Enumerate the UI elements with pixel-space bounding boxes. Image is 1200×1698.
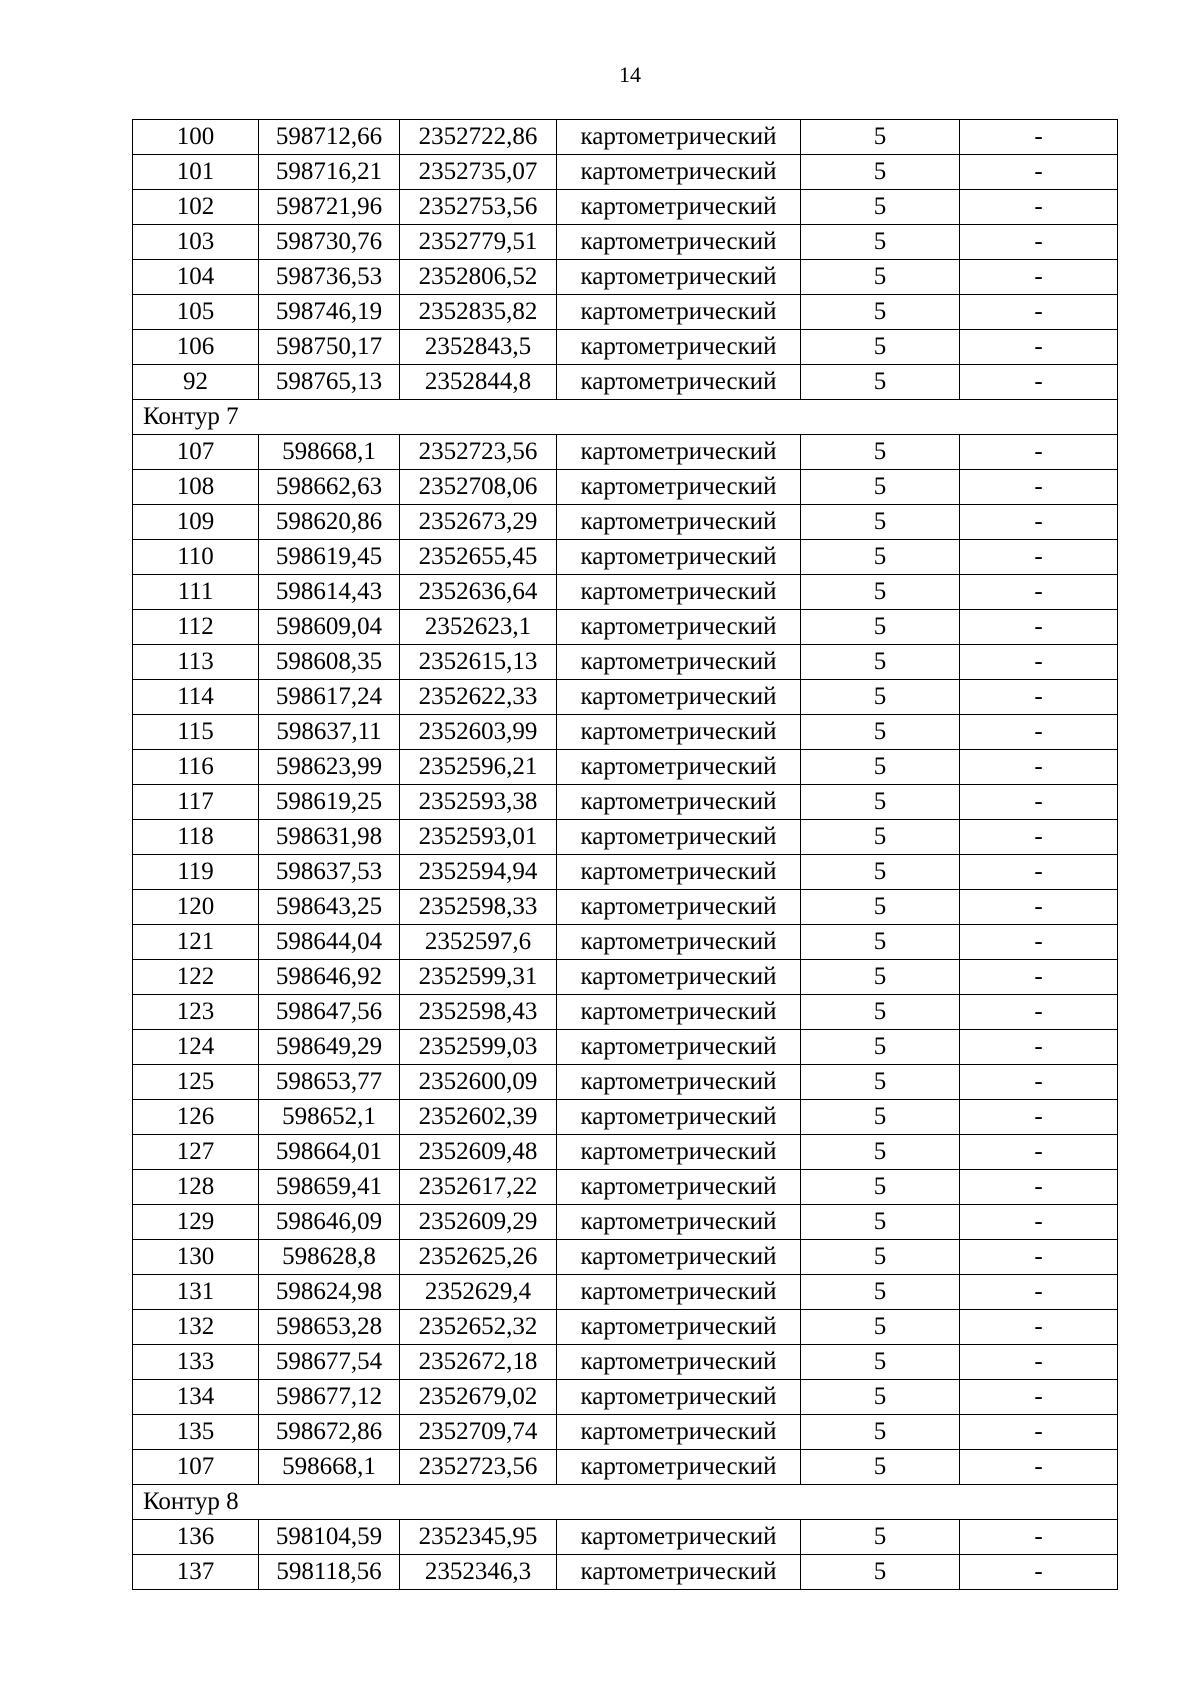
note-cell: - — [960, 190, 1118, 225]
x-coordinate-cell: 598664,01 — [259, 1135, 400, 1170]
point-id-cell: 124 — [133, 1030, 259, 1065]
point-id-cell: 105 — [133, 295, 259, 330]
table-row — [133, 1275, 1118, 1310]
note-cell: - — [960, 470, 1118, 505]
point-id-cell: 103 — [133, 225, 259, 260]
accuracy-cell: 5 — [801, 890, 960, 925]
note-cell: - — [960, 1240, 1118, 1275]
point-id-cell: 121 — [133, 925, 259, 960]
table-row — [133, 1555, 1118, 1590]
table-row — [133, 820, 1118, 855]
accuracy-cell: 5 — [801, 785, 960, 820]
accuracy-cell: 5 — [801, 1170, 960, 1205]
note-cell: - — [960, 610, 1118, 645]
accuracy-cell: 5 — [801, 1450, 960, 1485]
note-cell: - — [960, 1135, 1118, 1170]
note-cell: - — [960, 1415, 1118, 1450]
x-coordinate-cell: 598118,56 — [259, 1555, 400, 1590]
accuracy-cell: 5 — [801, 1345, 960, 1380]
point-id-cell: 130 — [133, 1240, 259, 1275]
accuracy-cell: 5 — [801, 1275, 960, 1310]
point-id-cell: 102 — [133, 190, 259, 225]
note-cell: - — [960, 715, 1118, 750]
x-coordinate-cell: 598617,24 — [259, 680, 400, 715]
accuracy-cell: 5 — [801, 575, 960, 610]
point-id-cell: 137 — [133, 1555, 259, 1590]
table-row — [133, 190, 1118, 225]
note-cell: - — [960, 330, 1118, 365]
y-coordinate-cell: 2352723,56 — [400, 1450, 557, 1485]
table-row — [133, 225, 1118, 260]
method-cell: картометрический — [557, 190, 801, 225]
accuracy-cell: 5 — [801, 435, 960, 470]
x-coordinate-cell: 598637,11 — [259, 715, 400, 750]
point-id-cell: 127 — [133, 1135, 259, 1170]
table-row — [133, 1310, 1118, 1345]
accuracy-cell: 5 — [801, 155, 960, 190]
note-cell: - — [960, 1205, 1118, 1240]
method-cell: картометрический — [557, 1415, 801, 1450]
note-cell: - — [960, 820, 1118, 855]
table-row — [133, 435, 1118, 470]
note-cell: - — [960, 680, 1118, 715]
x-coordinate-cell: 598631,98 — [259, 820, 400, 855]
y-coordinate-cell: 2352679,02 — [400, 1380, 557, 1415]
y-coordinate-cell: 2352609,29 — [400, 1205, 557, 1240]
y-coordinate-cell: 2352345,95 — [400, 1520, 557, 1555]
x-coordinate-cell: 598653,77 — [259, 1065, 400, 1100]
note-cell: - — [960, 925, 1118, 960]
y-coordinate-cell: 2352599,31 — [400, 960, 557, 995]
method-cell: картометрический — [557, 1310, 801, 1345]
point-id-cell: 133 — [133, 1345, 259, 1380]
note-cell: - — [960, 645, 1118, 680]
method-cell: картометрический — [557, 1275, 801, 1310]
x-coordinate-cell: 598643,25 — [259, 890, 400, 925]
note-cell: - — [960, 575, 1118, 610]
section-label: Контур 7 — [133, 400, 1118, 435]
note-cell: - — [960, 225, 1118, 260]
accuracy-cell: 5 — [801, 470, 960, 505]
accuracy-cell: 5 — [801, 260, 960, 295]
table-row — [133, 1415, 1118, 1450]
x-coordinate-cell: 598644,04 — [259, 925, 400, 960]
point-id-cell: 107 — [133, 1450, 259, 1485]
method-cell: картометрический — [557, 1345, 801, 1380]
x-coordinate-cell: 598619,45 — [259, 540, 400, 575]
x-coordinate-cell: 598652,1 — [259, 1100, 400, 1135]
method-cell: картометрический — [557, 855, 801, 890]
point-id-cell: 136 — [133, 1520, 259, 1555]
method-cell: картометрический — [557, 295, 801, 330]
y-coordinate-cell: 2352655,45 — [400, 540, 557, 575]
x-coordinate-cell: 598653,28 — [259, 1310, 400, 1345]
y-coordinate-cell: 2352346,3 — [400, 1555, 557, 1590]
table-row — [133, 1240, 1118, 1275]
y-coordinate-cell: 2352806,52 — [400, 260, 557, 295]
note-cell: - — [960, 120, 1118, 155]
table-row — [133, 295, 1118, 330]
y-coordinate-cell: 2352723,56 — [400, 435, 557, 470]
accuracy-cell: 5 — [801, 855, 960, 890]
accuracy-cell: 5 — [801, 1065, 960, 1100]
x-coordinate-cell: 598662,63 — [259, 470, 400, 505]
x-coordinate-cell: 598677,12 — [259, 1380, 400, 1415]
note-cell: - — [960, 1030, 1118, 1065]
method-cell: картометрический — [557, 365, 801, 400]
method-cell: картометрический — [557, 575, 801, 610]
accuracy-cell: 5 — [801, 365, 960, 400]
method-cell: картометрический — [557, 820, 801, 855]
x-coordinate-cell: 598721,96 — [259, 190, 400, 225]
point-id-cell: 92 — [133, 365, 259, 400]
point-id-cell: 115 — [133, 715, 259, 750]
x-coordinate-cell: 598646,09 — [259, 1205, 400, 1240]
y-coordinate-cell: 2352652,32 — [400, 1310, 557, 1345]
point-id-cell: 123 — [133, 995, 259, 1030]
x-coordinate-cell: 598649,29 — [259, 1030, 400, 1065]
x-coordinate-cell: 598765,13 — [259, 365, 400, 400]
x-coordinate-cell: 598672,86 — [259, 1415, 400, 1450]
note-cell: - — [960, 995, 1118, 1030]
table-row — [133, 750, 1118, 785]
accuracy-cell: 5 — [801, 1205, 960, 1240]
point-id-cell: 112 — [133, 610, 259, 645]
y-coordinate-cell: 2352622,33 — [400, 680, 557, 715]
note-cell: - — [960, 365, 1118, 400]
accuracy-cell: 5 — [801, 1310, 960, 1345]
x-coordinate-cell: 598736,53 — [259, 260, 400, 295]
note-cell: - — [960, 1555, 1118, 1590]
note-cell: - — [960, 155, 1118, 190]
note-cell: - — [960, 855, 1118, 890]
x-coordinate-cell: 598646,92 — [259, 960, 400, 995]
y-coordinate-cell: 2352609,48 — [400, 1135, 557, 1170]
method-cell: картометрический — [557, 540, 801, 575]
x-coordinate-cell: 598668,1 — [259, 435, 400, 470]
section-row — [133, 1485, 1118, 1520]
point-id-cell: 119 — [133, 855, 259, 890]
table-row — [133, 995, 1118, 1030]
table-row — [133, 330, 1118, 365]
x-coordinate-cell: 598647,56 — [259, 995, 400, 1030]
table-row — [133, 1170, 1118, 1205]
note-cell: - — [960, 435, 1118, 470]
accuracy-cell: 5 — [801, 330, 960, 365]
point-id-cell: 109 — [133, 505, 259, 540]
note-cell: - — [960, 295, 1118, 330]
page-number: 14 — [619, 62, 641, 87]
table-row — [133, 890, 1118, 925]
point-id-cell: 104 — [133, 260, 259, 295]
note-cell: - — [960, 540, 1118, 575]
y-coordinate-cell: 2352593,38 — [400, 785, 557, 820]
method-cell: картометрический — [557, 1065, 801, 1100]
table-row — [133, 1100, 1118, 1135]
table-row — [133, 1520, 1118, 1555]
accuracy-cell: 5 — [801, 1555, 960, 1590]
note-cell: - — [960, 1450, 1118, 1485]
y-coordinate-cell: 2352600,09 — [400, 1065, 557, 1100]
y-coordinate-cell: 2352735,07 — [400, 155, 557, 190]
note-cell: - — [960, 1100, 1118, 1135]
section-row — [133, 400, 1118, 435]
point-id-cell: 120 — [133, 890, 259, 925]
accuracy-cell: 5 — [801, 1030, 960, 1065]
accuracy-cell: 5 — [801, 120, 960, 155]
point-id-cell: 110 — [133, 540, 259, 575]
point-id-cell: 125 — [133, 1065, 259, 1100]
method-cell: картометрический — [557, 260, 801, 295]
point-id-cell: 122 — [133, 960, 259, 995]
table-row — [133, 470, 1118, 505]
note-cell: - — [960, 1275, 1118, 1310]
x-coordinate-cell: 598608,35 — [259, 645, 400, 680]
note-cell: - — [960, 1380, 1118, 1415]
table-row — [133, 1065, 1118, 1100]
table-row — [133, 575, 1118, 610]
method-cell: картометрический — [557, 610, 801, 645]
accuracy-cell: 5 — [801, 960, 960, 995]
table-row — [133, 1030, 1118, 1065]
table-row — [133, 1380, 1118, 1415]
accuracy-cell: 5 — [801, 1240, 960, 1275]
point-id-cell: 111 — [133, 575, 259, 610]
x-coordinate-cell: 598104,59 — [259, 1520, 400, 1555]
note-cell: - — [960, 1310, 1118, 1345]
method-cell: картометрический — [557, 1135, 801, 1170]
x-coordinate-cell: 598730,76 — [259, 225, 400, 260]
table-row — [133, 1205, 1118, 1240]
y-coordinate-cell: 2352722,86 — [400, 120, 557, 155]
accuracy-cell: 5 — [801, 750, 960, 785]
method-cell: картометрический — [557, 1520, 801, 1555]
y-coordinate-cell: 2352597,6 — [400, 925, 557, 960]
point-id-cell: 131 — [133, 1275, 259, 1310]
point-id-cell: 126 — [133, 1100, 259, 1135]
note-cell: - — [960, 1345, 1118, 1380]
y-coordinate-cell: 2352615,13 — [400, 645, 557, 680]
point-id-cell: 106 — [133, 330, 259, 365]
accuracy-cell: 5 — [801, 995, 960, 1030]
x-coordinate-cell: 598614,43 — [259, 575, 400, 610]
table-row — [133, 925, 1118, 960]
method-cell: картометрический — [557, 925, 801, 960]
method-cell: картометрический — [557, 330, 801, 365]
point-id-cell: 108 — [133, 470, 259, 505]
method-cell: картометрический — [557, 715, 801, 750]
method-cell: картометрический — [557, 680, 801, 715]
method-cell: картометрический — [557, 1240, 801, 1275]
x-coordinate-cell: 598628,8 — [259, 1240, 400, 1275]
accuracy-cell: 5 — [801, 295, 960, 330]
x-coordinate-cell: 598620,86 — [259, 505, 400, 540]
y-coordinate-cell: 2352598,33 — [400, 890, 557, 925]
y-coordinate-cell: 2352599,03 — [400, 1030, 557, 1065]
y-coordinate-cell: 2352844,8 — [400, 365, 557, 400]
accuracy-cell: 5 — [801, 540, 960, 575]
x-coordinate-cell: 598619,25 — [259, 785, 400, 820]
method-cell: картометрический — [557, 1380, 801, 1415]
method-cell: картометрический — [557, 890, 801, 925]
accuracy-cell: 5 — [801, 680, 960, 715]
accuracy-cell: 5 — [801, 1135, 960, 1170]
table-row — [133, 1135, 1118, 1170]
point-id-cell: 100 — [133, 120, 259, 155]
method-cell: картометрический — [557, 1450, 801, 1485]
method-cell: картометрический — [557, 960, 801, 995]
x-coordinate-cell: 598750,17 — [259, 330, 400, 365]
point-id-cell: 129 — [133, 1205, 259, 1240]
method-cell: картометрический — [557, 1205, 801, 1240]
y-coordinate-cell: 2352629,4 — [400, 1275, 557, 1310]
table-row — [133, 540, 1118, 575]
method-cell: картометрический — [557, 225, 801, 260]
note-cell: - — [960, 1520, 1118, 1555]
note-cell: - — [960, 785, 1118, 820]
y-coordinate-cell: 2352596,21 — [400, 750, 557, 785]
x-coordinate-cell: 598746,19 — [259, 295, 400, 330]
table-row — [133, 645, 1118, 680]
accuracy-cell: 5 — [801, 820, 960, 855]
y-coordinate-cell: 2352623,1 — [400, 610, 557, 645]
method-cell: картометрический — [557, 470, 801, 505]
y-coordinate-cell: 2352598,43 — [400, 995, 557, 1030]
method-cell: картометрический — [557, 750, 801, 785]
point-id-cell: 134 — [133, 1380, 259, 1415]
x-coordinate-cell: 598659,41 — [259, 1170, 400, 1205]
point-id-cell: 135 — [133, 1415, 259, 1450]
x-coordinate-cell: 598668,1 — [259, 1450, 400, 1485]
point-id-cell: 118 — [133, 820, 259, 855]
note-cell: - — [960, 890, 1118, 925]
accuracy-cell: 5 — [801, 1380, 960, 1415]
coordinates-table — [132, 119, 1118, 1590]
table-row — [133, 680, 1118, 715]
table-row — [133, 1345, 1118, 1380]
point-id-cell: 132 — [133, 1310, 259, 1345]
table-row — [133, 120, 1118, 155]
accuracy-cell: 5 — [801, 645, 960, 680]
method-cell: картометрический — [557, 645, 801, 680]
point-id-cell: 107 — [133, 435, 259, 470]
x-coordinate-cell: 598712,66 — [259, 120, 400, 155]
method-cell: картометрический — [557, 505, 801, 540]
note-cell: - — [960, 1170, 1118, 1205]
table-row — [133, 260, 1118, 295]
x-coordinate-cell: 598637,53 — [259, 855, 400, 890]
method-cell: картометрический — [557, 155, 801, 190]
method-cell: картометрический — [557, 435, 801, 470]
point-id-cell: 117 — [133, 785, 259, 820]
method-cell: картометрический — [557, 1555, 801, 1590]
note-cell: - — [960, 960, 1118, 995]
y-coordinate-cell: 2352603,99 — [400, 715, 557, 750]
x-coordinate-cell: 598623,99 — [259, 750, 400, 785]
table-row — [133, 785, 1118, 820]
y-coordinate-cell: 2352843,5 — [400, 330, 557, 365]
note-cell: - — [960, 505, 1118, 540]
table-row — [133, 855, 1118, 890]
y-coordinate-cell: 2352672,18 — [400, 1345, 557, 1380]
table-row — [133, 505, 1118, 540]
note-cell: - — [960, 750, 1118, 785]
method-cell: картометрический — [557, 995, 801, 1030]
y-coordinate-cell: 2352673,29 — [400, 505, 557, 540]
y-coordinate-cell: 2352835,82 — [400, 295, 557, 330]
table-row — [133, 610, 1118, 645]
accuracy-cell: 5 — [801, 225, 960, 260]
y-coordinate-cell: 2352594,94 — [400, 855, 557, 890]
accuracy-cell: 5 — [801, 715, 960, 750]
x-coordinate-cell: 598609,04 — [259, 610, 400, 645]
point-id-cell: 128 — [133, 1170, 259, 1205]
y-coordinate-cell: 2352753,56 — [400, 190, 557, 225]
accuracy-cell: 5 — [801, 1415, 960, 1450]
table-row — [133, 960, 1118, 995]
coordinates-table-body — [133, 120, 1118, 1590]
accuracy-cell: 5 — [801, 1520, 960, 1555]
x-coordinate-cell: 598624,98 — [259, 1275, 400, 1310]
accuracy-cell: 5 — [801, 925, 960, 960]
table-row — [133, 365, 1118, 400]
point-id-cell: 114 — [133, 680, 259, 715]
table-row — [133, 1450, 1118, 1485]
y-coordinate-cell: 2352709,74 — [400, 1415, 557, 1450]
y-coordinate-cell: 2352593,01 — [400, 820, 557, 855]
point-id-cell: 116 — [133, 750, 259, 785]
note-cell: - — [960, 260, 1118, 295]
table-row — [133, 155, 1118, 190]
accuracy-cell: 5 — [801, 505, 960, 540]
section-label: Контур 8 — [133, 1485, 1118, 1520]
method-cell: картометрический — [557, 1030, 801, 1065]
y-coordinate-cell: 2352602,39 — [400, 1100, 557, 1135]
accuracy-cell: 5 — [801, 1100, 960, 1135]
accuracy-cell: 5 — [801, 190, 960, 225]
point-id-cell: 113 — [133, 645, 259, 680]
y-coordinate-cell: 2352617,22 — [400, 1170, 557, 1205]
point-id-cell: 101 — [133, 155, 259, 190]
method-cell: картометрический — [557, 1170, 801, 1205]
method-cell: картометрический — [557, 785, 801, 820]
accuracy-cell: 5 — [801, 610, 960, 645]
x-coordinate-cell: 598677,54 — [259, 1345, 400, 1380]
y-coordinate-cell: 2352636,64 — [400, 575, 557, 610]
method-cell: картометрический — [557, 1100, 801, 1135]
table-row — [133, 715, 1118, 750]
y-coordinate-cell: 2352625,26 — [400, 1240, 557, 1275]
method-cell: картометрический — [557, 120, 801, 155]
x-coordinate-cell: 598716,21 — [259, 155, 400, 190]
y-coordinate-cell: 2352779,51 — [400, 225, 557, 260]
note-cell: - — [960, 1065, 1118, 1100]
y-coordinate-cell: 2352708,06 — [400, 470, 557, 505]
